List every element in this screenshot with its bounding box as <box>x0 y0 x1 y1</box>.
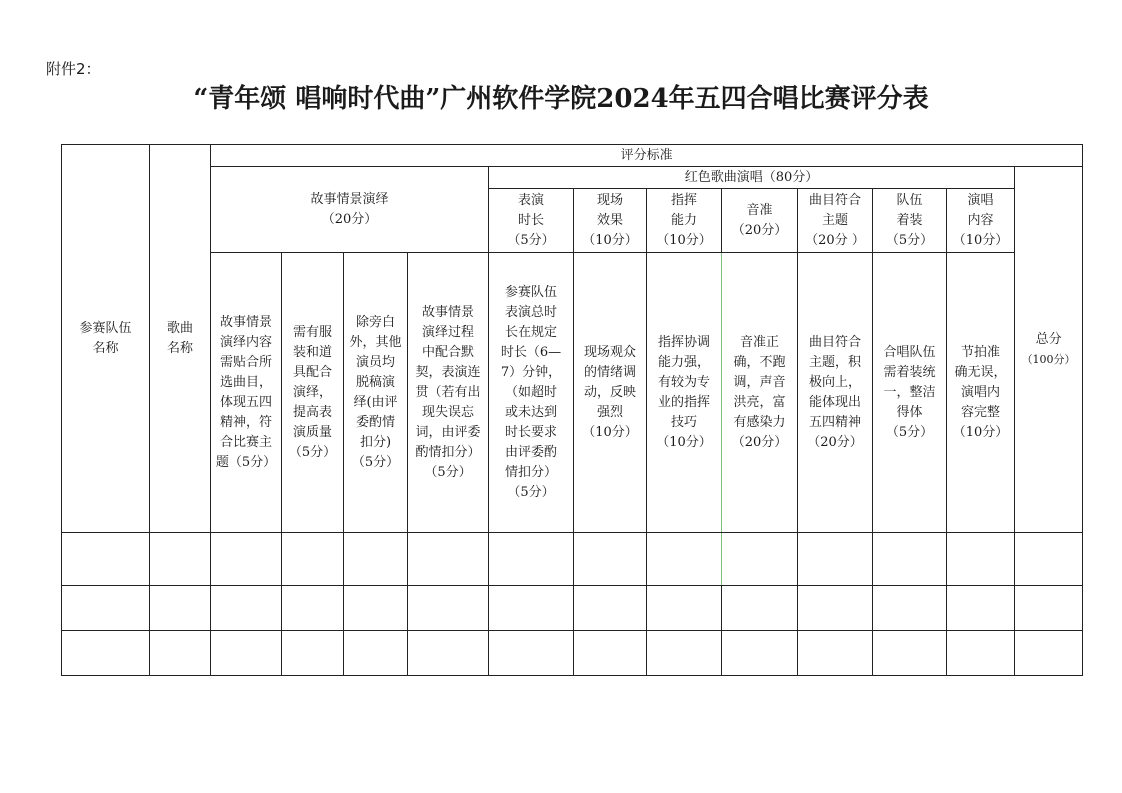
criterion-theme-fit: 曲目符合 主题 （20分 ） <box>798 189 873 253</box>
empty-cell[interactable] <box>282 586 344 631</box>
empty-cell[interactable] <box>62 631 150 676</box>
empty-cell[interactable] <box>489 533 574 586</box>
detail-story-content: 故事情景 演绎内容 需贴合所 选曲目， 体现五四 精神，符 合比赛主 题（5分） <box>211 253 282 533</box>
empty-cell[interactable] <box>647 586 722 631</box>
empty-cell[interactable] <box>947 631 1015 676</box>
empty-cell[interactable] <box>282 533 344 586</box>
empty-cell[interactable] <box>722 586 798 631</box>
detail-performance-time: 参赛队伍 表演总时 长在规定 时长（6— 7）分钟， （如超时 或未达到 时长要求 由评委酌 情扣分） （5分） <box>489 253 574 533</box>
empty-cell[interactable] <box>798 533 873 586</box>
empty-cell[interactable] <box>722 533 798 586</box>
empty-cell[interactable] <box>344 533 408 586</box>
detail-story-costume: 需有服 装和道 具配合 演绎， 提高表 演质量 （5分） <box>282 253 344 533</box>
team-name-header: 参赛队伍 名称 <box>62 145 150 533</box>
empty-cell[interactable] <box>1015 586 1083 631</box>
detail-content: 节拍准 确无误， 演唱内 容完整 （10分） <box>947 253 1015 533</box>
empty-cell[interactable] <box>947 586 1015 631</box>
empty-cell[interactable] <box>798 631 873 676</box>
total-header: 总分 （100分） <box>1015 167 1083 533</box>
table-row <box>62 586 1083 631</box>
empty-cell[interactable] <box>489 586 574 631</box>
detail-conducting: 指挥协调 能力强， 有较为专 业的指挥 技巧 （10分） <box>647 253 722 533</box>
empty-cell[interactable] <box>211 631 282 676</box>
empty-cell[interactable] <box>873 533 947 586</box>
empty-cell[interactable] <box>873 631 947 676</box>
criterion-content: 演唱 内容 （10分） <box>947 189 1015 253</box>
empty-cell[interactable] <box>647 631 722 676</box>
empty-cell[interactable] <box>150 631 211 676</box>
story-section-header: 故事情景演绎 （20分） <box>211 167 489 253</box>
table-row <box>62 533 1083 586</box>
detail-attire: 合唱队伍 需着装统 一，整洁 得体 （5分） <box>873 253 947 533</box>
empty-cell[interactable] <box>722 631 798 676</box>
criterion-attire: 队伍 着装 （5分） <box>873 189 947 253</box>
empty-cell[interactable] <box>408 586 489 631</box>
empty-cell[interactable] <box>282 631 344 676</box>
page-title: “青年颂 唱响时代曲”广州软件学院2024年五四合唱比赛评分表 <box>193 84 929 114</box>
detail-theme-fit: 曲目符合 主题，积 极向上， 能体现出 五四精神 （20分） <box>798 253 873 533</box>
criterion-performance-time: 表演 时长 （5分） <box>489 189 574 253</box>
scoring-table <box>61 144 1083 676</box>
table-row <box>62 631 1083 676</box>
song-name-header: 歌曲 名称 <box>150 145 211 533</box>
detail-intonation: 音准正 确，不跑 调，声音 洪亮，富 有感染力 （20分） <box>722 253 798 533</box>
empty-cell[interactable] <box>408 631 489 676</box>
empty-cell[interactable] <box>1015 631 1083 676</box>
criterion-live-effect: 现场 效果 （10分） <box>574 189 647 253</box>
empty-cell[interactable] <box>150 586 211 631</box>
empty-cell[interactable] <box>647 533 722 586</box>
detail-live-effect: 现场观众 的情绪调 动，反映 强烈 （10分） <box>574 253 647 533</box>
empty-cell[interactable] <box>798 586 873 631</box>
empty-cell[interactable] <box>408 533 489 586</box>
criteria-header: 评分标准 <box>211 145 1083 167</box>
empty-cell[interactable] <box>150 533 211 586</box>
criterion-intonation: 音准 （20分） <box>722 189 798 253</box>
empty-cell[interactable] <box>1015 533 1083 586</box>
criterion-conducting: 指挥 能力 （10分） <box>647 189 722 253</box>
empty-cell[interactable] <box>574 533 647 586</box>
empty-cell[interactable] <box>62 533 150 586</box>
empty-cell[interactable] <box>489 631 574 676</box>
attachment-label: 附件2： <box>46 60 101 78</box>
empty-cell[interactable] <box>873 586 947 631</box>
empty-cell[interactable] <box>574 631 647 676</box>
empty-cell[interactable] <box>211 533 282 586</box>
red-song-section-header: 红色歌曲演唱（80分） <box>489 167 1015 189</box>
empty-cell[interactable] <box>344 631 408 676</box>
empty-cell[interactable] <box>344 586 408 631</box>
empty-cell[interactable] <box>574 586 647 631</box>
empty-cell[interactable] <box>62 586 150 631</box>
empty-cell[interactable] <box>211 586 282 631</box>
empty-cell[interactable] <box>947 533 1015 586</box>
detail-story-script: 除旁白 外，其他 演员均 脱稿演 绎(由评 委酌情 扣分) （5分） <box>344 253 408 533</box>
detail-story-coordination: 故事情景 演绎过程 中配合默 契，表演连 贯（若有出 现失误忘 词，由评委 酌情扣分） （5分） <box>408 253 489 533</box>
